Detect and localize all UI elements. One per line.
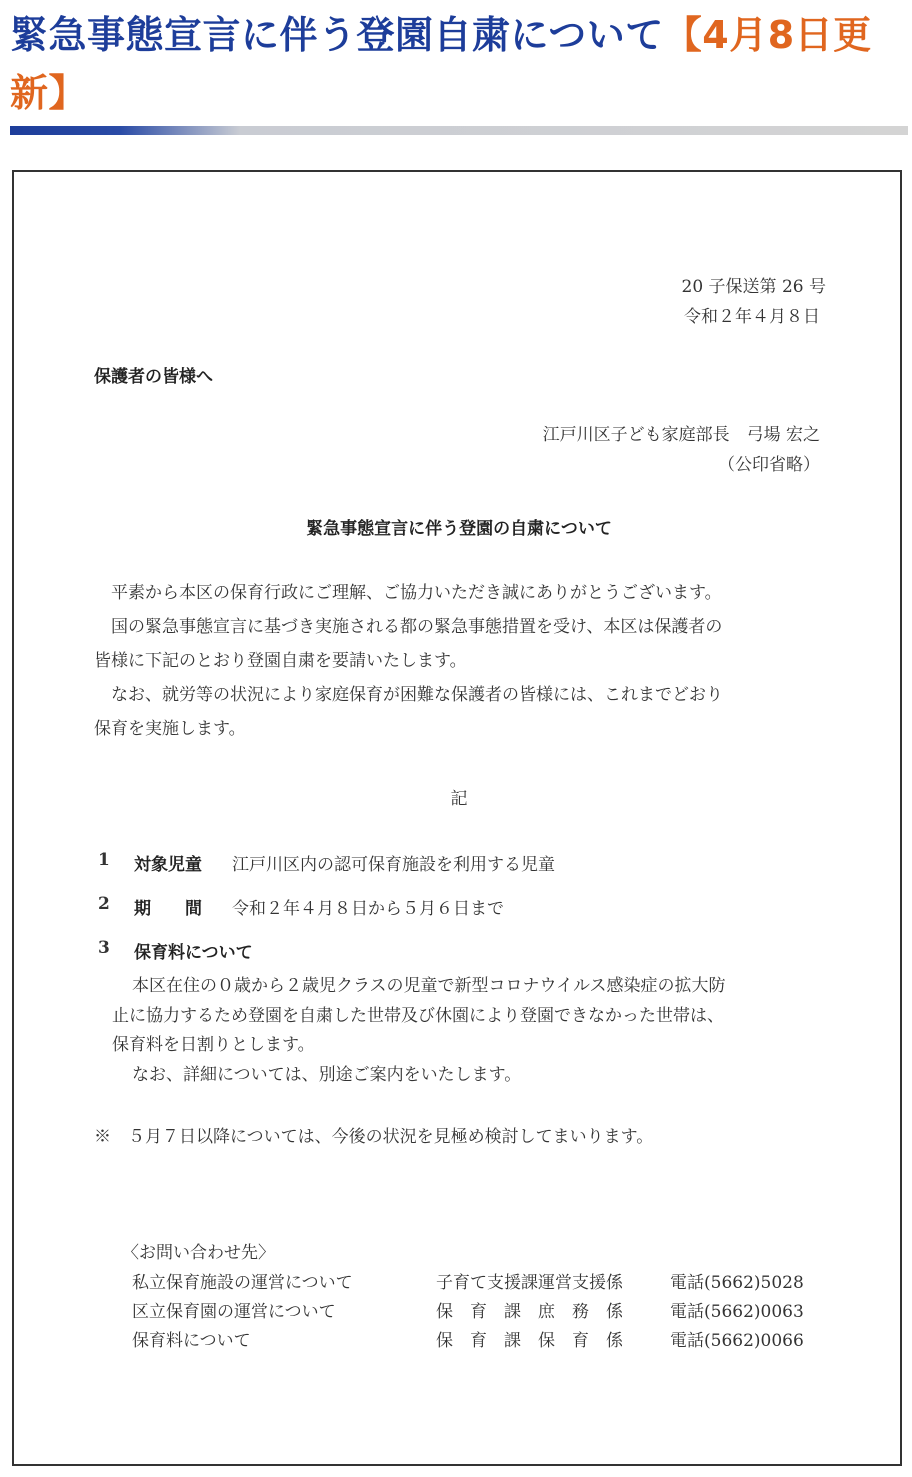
item-text: 令和２年４月８日から５月６日まで (232, 899, 504, 919)
note: ※ ５月７日以降については、今後の状況を見極め検討してまいります。 (94, 1127, 654, 1147)
doc-number: 20 子保送第 26 号 (681, 277, 826, 297)
sender: 江戸川区子ども家庭部長 弓場 宏之 (542, 425, 820, 445)
seal-note: （公印省略） (718, 455, 820, 475)
contact-dept: 保 育 課 保 育 係 (436, 1331, 623, 1351)
item-number: 2 (98, 894, 110, 914)
contact-topic: 区立保育園の運営について (132, 1302, 336, 1322)
item-number: 3 (98, 938, 110, 958)
fee-text (112, 972, 842, 1090)
ki-heading: 記 (450, 789, 468, 809)
contact-row (132, 1268, 832, 1298)
page-title-text: 緊急事態宣言に伴う登園自粛について (10, 13, 664, 57)
item-label: 期 間 (134, 899, 202, 919)
fee-line: 止に協力するため登園を自粛した世帯及び休園により登園できなかった世帯は、 (112, 1005, 724, 1026)
contact-phone: 電話(5662)0066 (670, 1331, 804, 1351)
doc-date: 令和２年４月８日 (684, 307, 820, 327)
item-label: 対象児童 (134, 855, 202, 875)
body-line: 保育を実施します。 (94, 719, 246, 739)
body-line: 国の緊急事態宣言に基づき実施される都の緊急事態措置を受け、本区は保護者の (111, 617, 723, 637)
contact-dept: 子育て支援課運営支援係 (436, 1273, 623, 1293)
fee-line: なお、詳細については、別途ご案内をいたします。 (132, 1064, 522, 1085)
body-line: 皆様に下記のとおり登園自粛を要請いたします。 (94, 651, 467, 671)
item-label: 保育料について (134, 943, 253, 963)
body-line: 平素から本区の保育行政にご理解、ご協力いただき誠にありがとうございます。 (111, 583, 722, 603)
contact-phone: 電話(5662)0063 (670, 1302, 804, 1322)
body-line: なお、就労等の状況により家庭保育が困難な保護者の皆様には、これまでどおり (111, 685, 723, 705)
notice-document-image (12, 170, 902, 1466)
contact-heading: 〈お問い合わせ先〉 (122, 1243, 275, 1263)
item-number: 1 (98, 850, 110, 870)
contact-dept: 保 育 課 庶 務 係 (436, 1302, 623, 1322)
contact-row (132, 1297, 832, 1327)
item-text: 江戸川区内の認可保育施設を利用する児童 (232, 855, 555, 875)
contact-topic: 保育料について (132, 1331, 251, 1351)
fee-line: 本区在住の０歳から２歳児クラスの児童で新型コロナウイルス感染症の拡大防 (132, 976, 726, 996)
update-tag: 【4月8日更新】 (10, 13, 872, 115)
subject: 緊急事態宣言に伴う登園の自粛について (306, 519, 612, 539)
contact-phone: 電話(5662)5028 (670, 1273, 804, 1293)
page-header (10, 6, 905, 122)
contact-row (132, 1326, 832, 1356)
recipient: 保護者の皆様へ (94, 367, 213, 387)
title-underline (10, 126, 908, 135)
page-title (10, 6, 905, 122)
fee-line: 保育料を日割りとします。 (112, 1035, 315, 1055)
body-text (94, 576, 834, 746)
notice-document (14, 172, 900, 1464)
contact-topic: 私立保育施設の運営について (132, 1273, 353, 1293)
